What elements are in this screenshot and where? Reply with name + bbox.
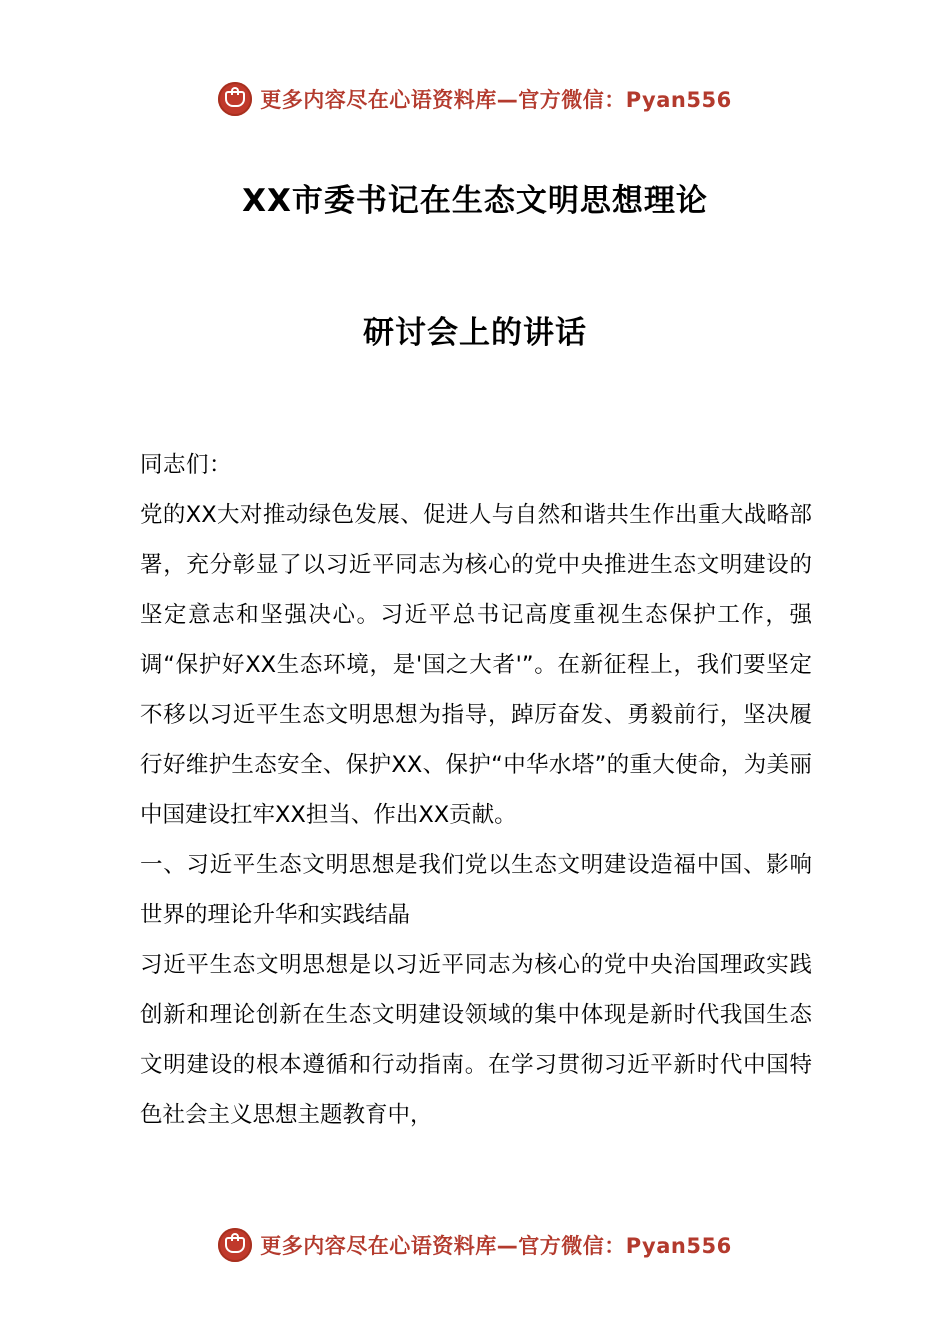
- paragraph-1: 党的XX大对推动绿色发展、促进人与自然和谐共生作出重大战略部署，充分彰显了以习近平同志为核心的党中央推进生态文明建设的坚定意志和坚强决心。习近平总书记高度重视生态保护工作，强调“保护好XX生态环境，是'国之大者'”。在新征程上，我们要坚定不移以习近平生态文明思想为指导，踔厉奋发、勇毅前行，坚决履行好维护生态安全、保护XX、保护“中华水塔”的重大使命，为美丽中国建设扛牢XX担当、作出XX贡献。: [140, 502, 812, 828]
- paragraph-salutation: 同志们：: [140, 452, 233, 478]
- paragraph-2: 习近平生态文明思想是以习近平同志为核心的党中央治国理政实践创新和理论创新在生态文明建设领域的集中体现是新时代我国生态文明建设的根本遵循和行动指南。在学习贯彻习近平新时代中国特色社会主义思想主题教育中，: [140, 952, 812, 1128]
- watermark-banner-top: [0, 82, 950, 116]
- watermark-text: 更多内容尽在心语资料库—官方微信：Pyan556: [260, 1234, 732, 1258]
- page-title-line2: 研讨会上的讲话: [363, 315, 587, 351]
- document-body: [140, 440, 812, 1140]
- paragraph-heading-1: 一、习近平生态文明思想是我们党以生态文明建设造福中国、影响世界的理论升华和实践结晶: [140, 852, 812, 928]
- teapot-logo-icon: [218, 82, 252, 116]
- teapot-logo-icon: [218, 1228, 252, 1262]
- watermark-text: 更多内容尽在心语资料库—官方微信：Pyan556: [260, 88, 732, 112]
- page-title-line1: XX市委书记在生态文明思想理论: [242, 183, 708, 219]
- watermark-banner-bottom: [0, 1228, 950, 1262]
